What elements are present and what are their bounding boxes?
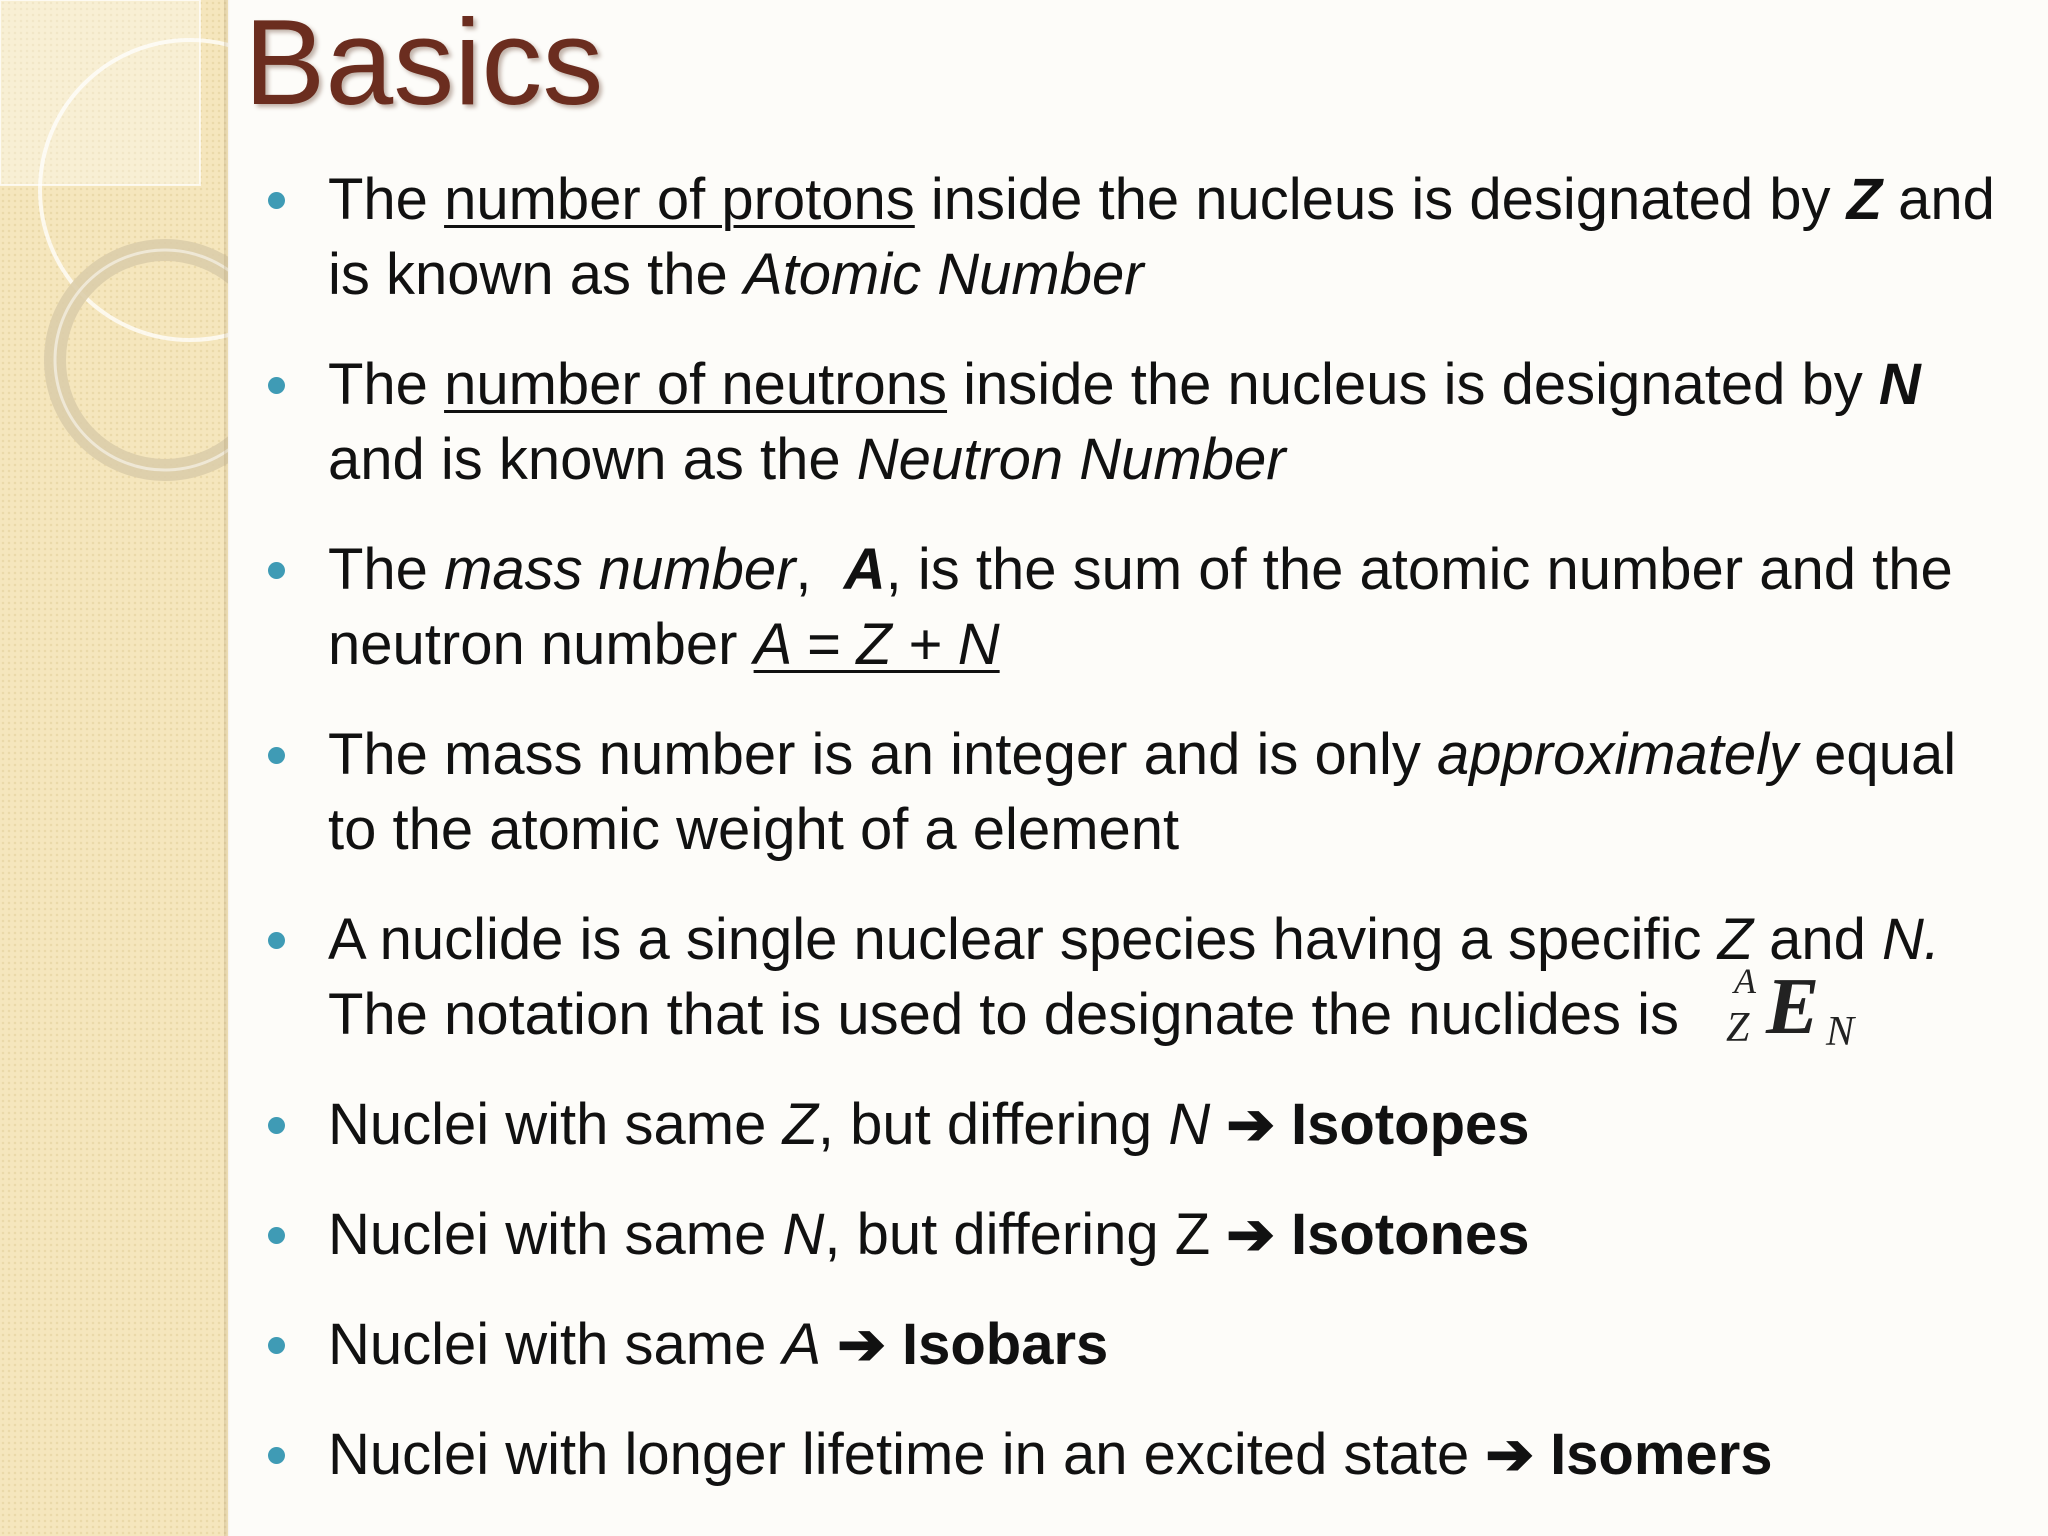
bullet-protons: The number of protons inside the nucleus is designated by Z and is known as the Atomic Number <box>250 162 2020 312</box>
bullet-dot <box>268 562 285 579</box>
bullet-nuclide: A nuclide is a single nuclear species having a specific Z and N. The notation that is used to designate the nuclides is <box>250 902 2020 1052</box>
bullet-dot <box>268 1447 285 1464</box>
bullet-mass-number: The mass number, A, is the sum of the atomic number and the neutron number A = Z + N <box>250 532 2020 682</box>
bullet-dot <box>268 377 285 394</box>
bullet-isotopes: Nuclei with same Z, but differing N ➔ Isotopes <box>250 1087 2020 1162</box>
bullet-dot <box>268 747 285 764</box>
bullet-isobars: Nuclei with same A ➔ Isobars <box>250 1307 2020 1382</box>
nuclide-mass-number: A <box>1734 961 1756 1001</box>
bullet-dot <box>268 932 285 949</box>
decorative-rings <box>0 0 228 520</box>
bullet-isomers: Nuclei with longer lifetime in an excited state ➔ Isomers <box>250 1417 2020 1492</box>
nuclide-element-symbol: E <box>1766 963 1820 1051</box>
bullet-neutrons: The number of neutrons inside the nucleus is designated by N and is known as the Neutron Number <box>250 347 2020 497</box>
bullet-integer: The mass number is an integer and is only approximately equal to the atomic weight of a element <box>250 717 2020 867</box>
page-title: Basics <box>244 0 604 130</box>
sidebar-shadow <box>224 0 230 1536</box>
arrow-icon: ➔ <box>1210 1092 1292 1157</box>
arrow-icon: ➔ <box>821 1312 902 1377</box>
arrow-icon: ➔ <box>1210 1202 1292 1267</box>
bullet-dot <box>268 1337 285 1354</box>
bullet-dot <box>268 192 285 209</box>
bullet-dot <box>268 1227 285 1244</box>
arrow-icon: ➔ <box>1469 1422 1551 1487</box>
bullet-dot <box>268 1117 285 1134</box>
bullet-list <box>250 162 2020 1527</box>
bullet-isotones: Nuclei with same N, but differing Z ➔ Isotones <box>250 1197 2020 1272</box>
nuclide-atomic-number: Z <box>1726 1005 1750 1051</box>
nuclide-neutron-number: N <box>1826 1009 1855 1055</box>
decorative-sidebar <box>0 0 228 1536</box>
